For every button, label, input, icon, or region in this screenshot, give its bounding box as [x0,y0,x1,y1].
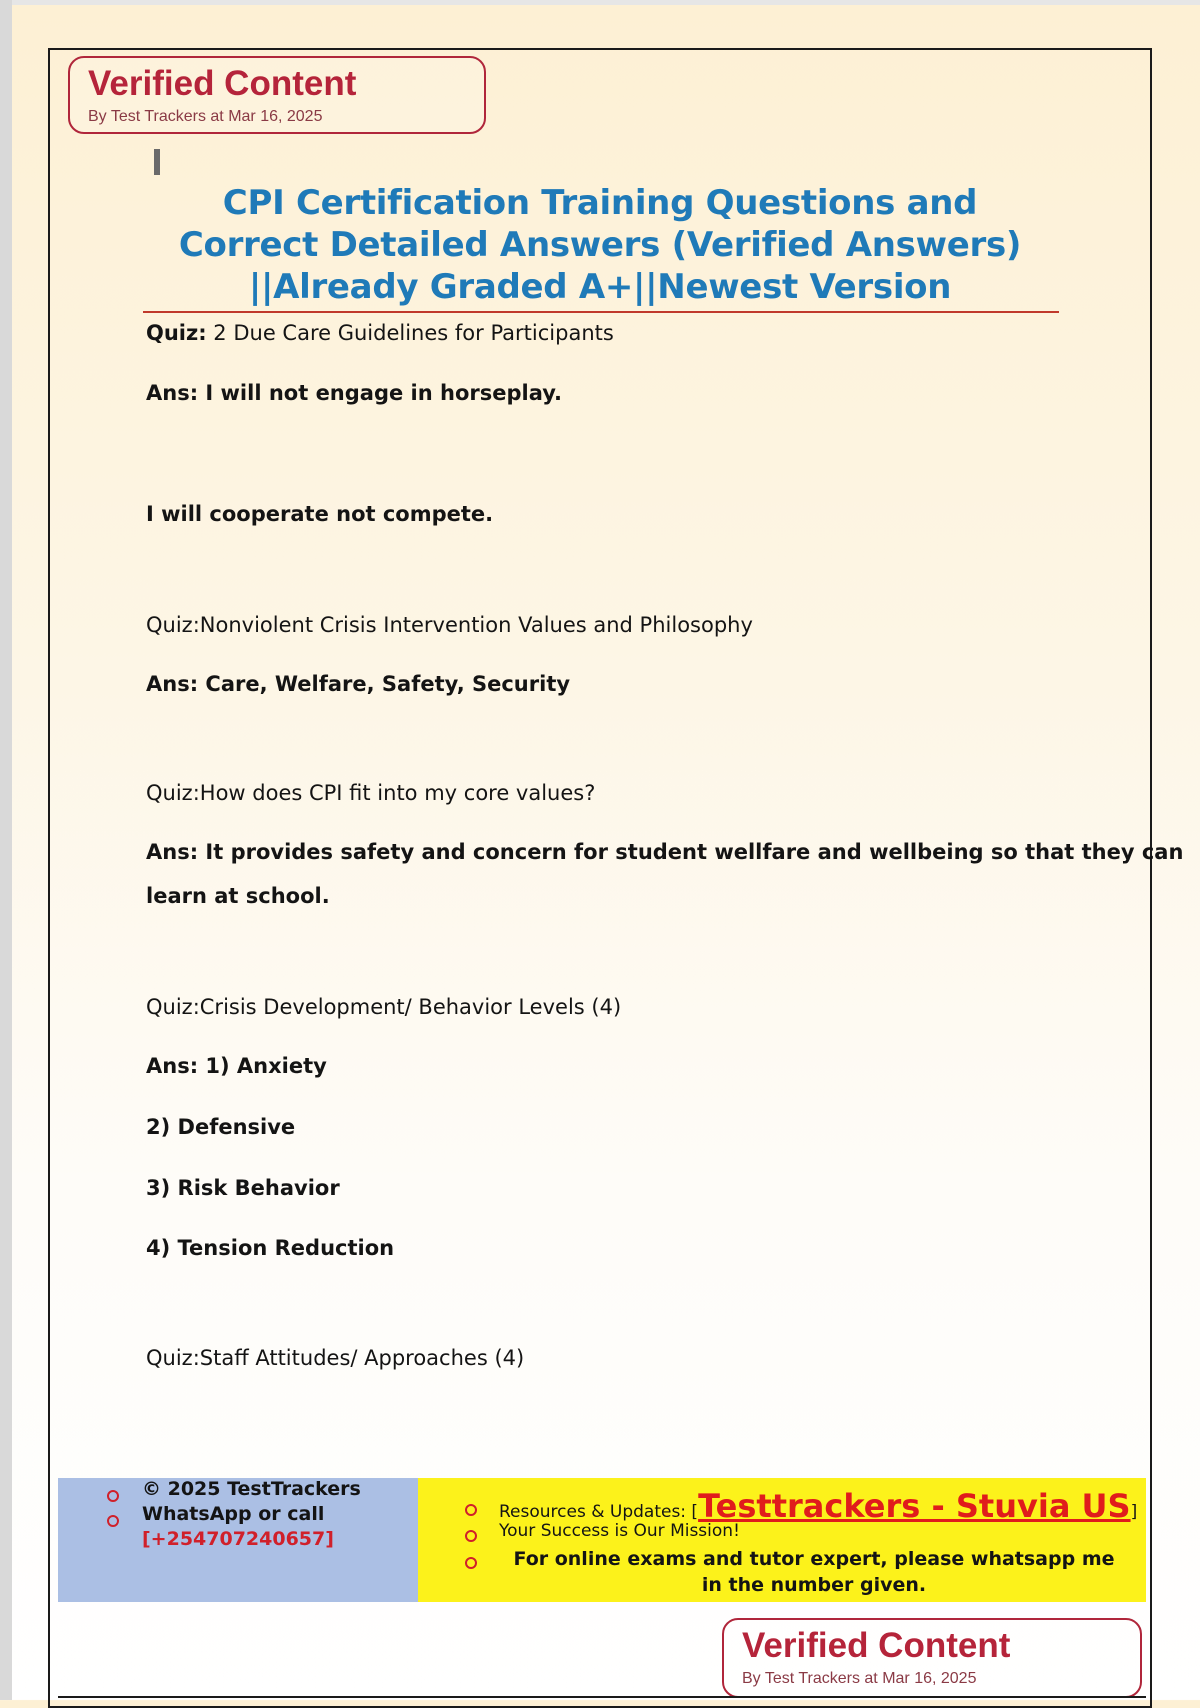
quiz-5: Quiz:Staff Attitudes/ Approaches (4) [146,1346,525,1370]
quiz-2: Quiz:Nonviolent Crisis Intervention Values and Philosophy [146,613,753,637]
answer-3-line-1: Ans: It provides safety and concern for student wellfare and wellbeing so that they can [146,840,1184,864]
stamp-subtitle: By Test Trackers at Mar 16, 2025 [88,108,323,125]
quiz-3: Quiz:How does CPI fit into my core values? [146,781,596,805]
quiz-1-text: 2 Due Care Guidelines for Participants [206,321,614,345]
quiz-1 [146,321,614,345]
footer-phone-number[interactable]: [+254707240657] [142,1528,334,1550]
answer-1-line-1: Ans: I will not engage in horseplay. [146,381,562,405]
answer-4-line-4: 4) Tension Reduction [146,1236,395,1260]
viewer-left-edge [0,0,12,1700]
answer-4-line-3: 3) Risk Behavior [146,1176,340,1200]
bullet-icon [107,1515,119,1527]
resources-label: Resources & Updates: [ [499,1502,699,1522]
stamp-title: Verified Content [88,64,357,103]
online-help-line-1: For online exams and tutor expert, please whatsapp me [513,1548,1115,1570]
stuvia-link[interactable]: Testtrackers - Stuvia US [698,1487,1131,1525]
bullet-icon [465,1530,477,1542]
answer-1-line-2: I will cooperate not compete. [146,502,494,526]
document-title: CPI Certification Training Questions and Correct Detailed Answers (Verified Answers) ||Already Graded A+||Newest Version [178,183,1022,307]
quiz-4: Quiz:Crisis Development/ Behavior Levels (4) [146,995,622,1019]
verified-stamp-top [68,56,486,134]
window-top-edge [0,0,1200,5]
answer-4-line-2: 2) Defensive [146,1115,296,1139]
resources-close: ] [1130,1502,1138,1522]
title-underline [143,311,1059,313]
verified-stamp-bottom [722,1618,1142,1698]
bullet-icon [465,1504,477,1516]
answer-3-line-2: learn at school. [146,884,330,908]
stamp-title: Verified Content [742,1626,1011,1665]
page-bottom-rule [58,1696,1146,1698]
quiz-label: Quiz: [146,321,207,345]
text-cursor-icon [154,149,160,175]
footer-mission: Your Success is Our Mission! [499,1521,740,1541]
footer-whatsapp-label: WhatsApp or call [142,1503,325,1525]
bullet-icon [107,1490,119,1502]
answer-4-line-1: Ans: 1) Anxiety [146,1054,327,1078]
footer-copyright: © 2025 TestTrackers [142,1478,361,1500]
footer-online-help [499,1546,1129,1598]
answer-2: Ans: Care, Welfare, Safety, Security [146,672,571,696]
online-help-line-2: in the number given. [701,1574,927,1596]
stamp-subtitle: By Test Trackers at Mar 16, 2025 [742,1670,977,1687]
bullet-icon [465,1557,477,1569]
